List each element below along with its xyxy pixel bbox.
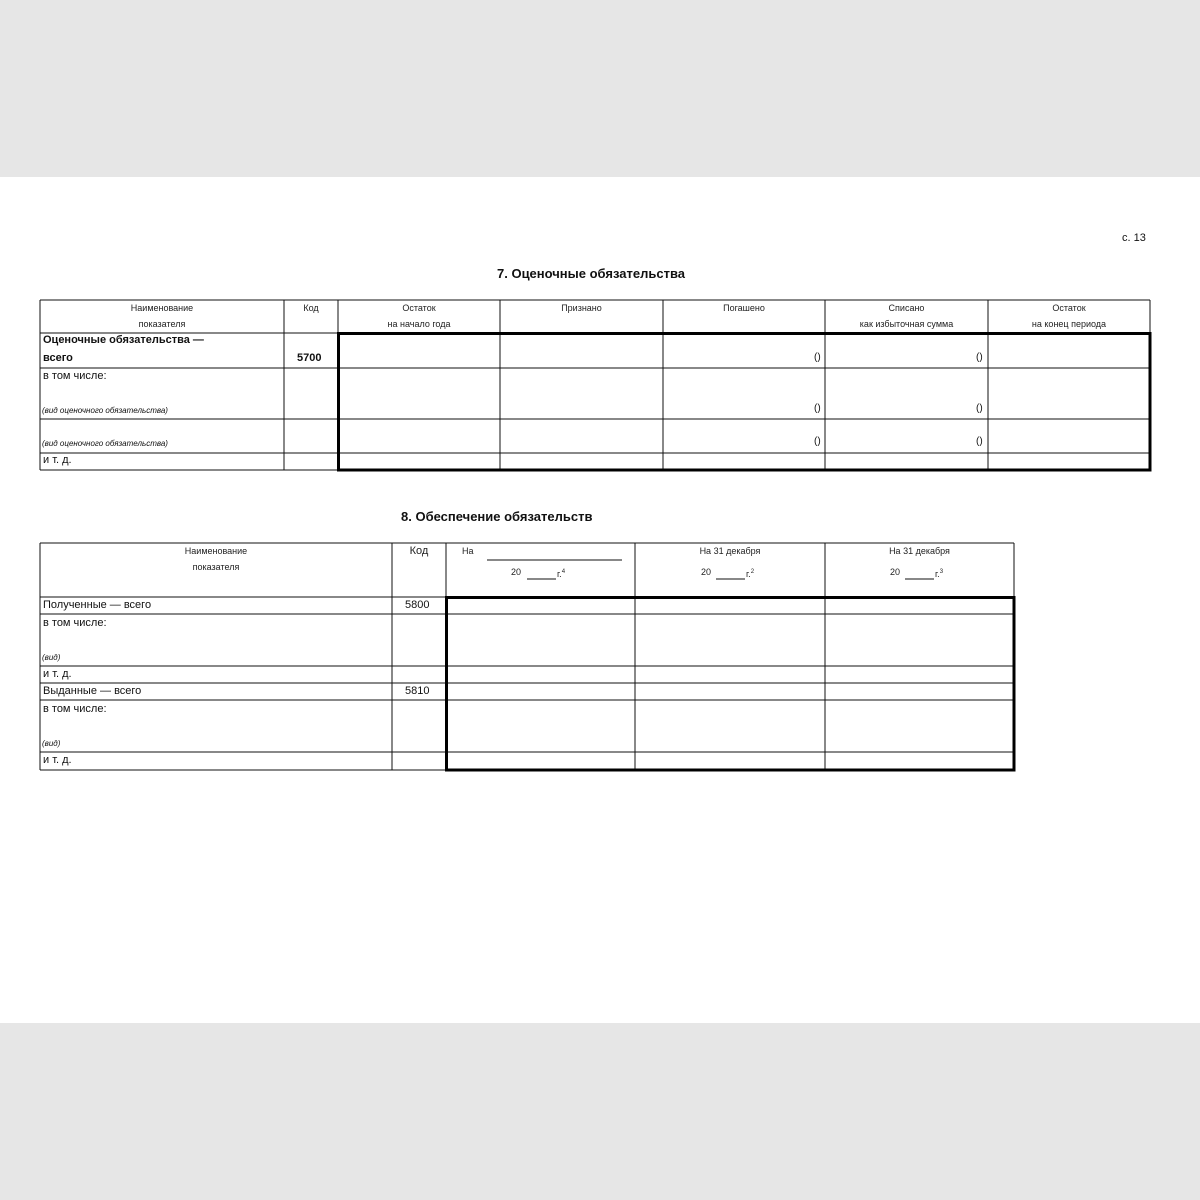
table8-year-suffix-3: г.$^3$ (935, 569, 944, 579)
table8-year-suffix-2: г.$^2$ (746, 569, 755, 579)
table7-total-code: 5700 (297, 352, 322, 364)
table7-header-start-balance: Остаток на начало года (387, 303, 451, 329)
table8-etc-label-1: и т. д. (43, 668, 72, 680)
table7-kind-label-2: (вид оценочного обязательства) (42, 439, 168, 448)
table7-header-written-off: Списано как избыточная сумма (859, 303, 954, 329)
table7-etc-label: и т. д. (43, 454, 72, 466)
section8-title: 8. Обеспечение обязательств (401, 509, 593, 524)
table8-issued-code: 5810 (405, 685, 430, 697)
table8-received-code: 5800 (405, 599, 430, 611)
table8-kind-label-2: (вид) (42, 739, 61, 748)
table8-year-suffix-1: г.$^4$ (557, 569, 566, 579)
table7-paren-written-total: () (976, 352, 983, 363)
table7-total-label-line2: всего (43, 352, 73, 364)
table8-issued-label: Выданные — всего (43, 685, 142, 697)
table8-header-dec31-a: На 31 декабря (699, 546, 761, 556)
table8-including-label-1: в том числе: (43, 617, 107, 629)
table7-header-recognized: Признано (561, 303, 602, 313)
table7-header-repaid: Погашено (723, 303, 765, 313)
table8-etc-label-2: и т. д. (43, 754, 72, 766)
table8-header-code: Код (409, 545, 429, 557)
table7-including-label: в том числе: (43, 370, 107, 382)
table8-header-on: На (462, 546, 474, 556)
table8-header-name: Наименование показателя (184, 546, 248, 572)
table7-header-name: Наименование показателя (130, 303, 194, 329)
table8-including-label-2: в том числе: (43, 703, 107, 715)
table8-year-prefix-1: 20 (511, 567, 522, 577)
page-number: с. 13 (1122, 232, 1146, 244)
table7-paren-repaid-kind2: () (814, 436, 821, 447)
table7-header-code: Код (303, 303, 319, 313)
table8-year-prefix-2: 20 (701, 567, 712, 577)
table7-paren-written-kind1: () (976, 403, 983, 414)
document-page (0, 177, 1200, 1023)
table8-kind-label-1: (вид) (42, 653, 61, 662)
table8-year-prefix-3: 20 (890, 567, 901, 577)
table7-header-end-balance: Остаток на конец периода (1031, 303, 1107, 329)
table7-total-label-line1: Оценочные обязательства — (43, 334, 204, 346)
table8-received-label: Полученные — всего (43, 599, 152, 611)
section7-title: 7. Оценочные обязательства (497, 266, 685, 281)
table7-paren-repaid-kind1: () (814, 403, 821, 414)
table8-header-dec31-b: На 31 декабря (889, 546, 950, 556)
table7-kind-label-1: (вид оценочного обязательства) (42, 406, 168, 415)
table7-paren-repaid-total: () (814, 352, 821, 363)
table7-paren-written-kind2: () (976, 436, 983, 447)
